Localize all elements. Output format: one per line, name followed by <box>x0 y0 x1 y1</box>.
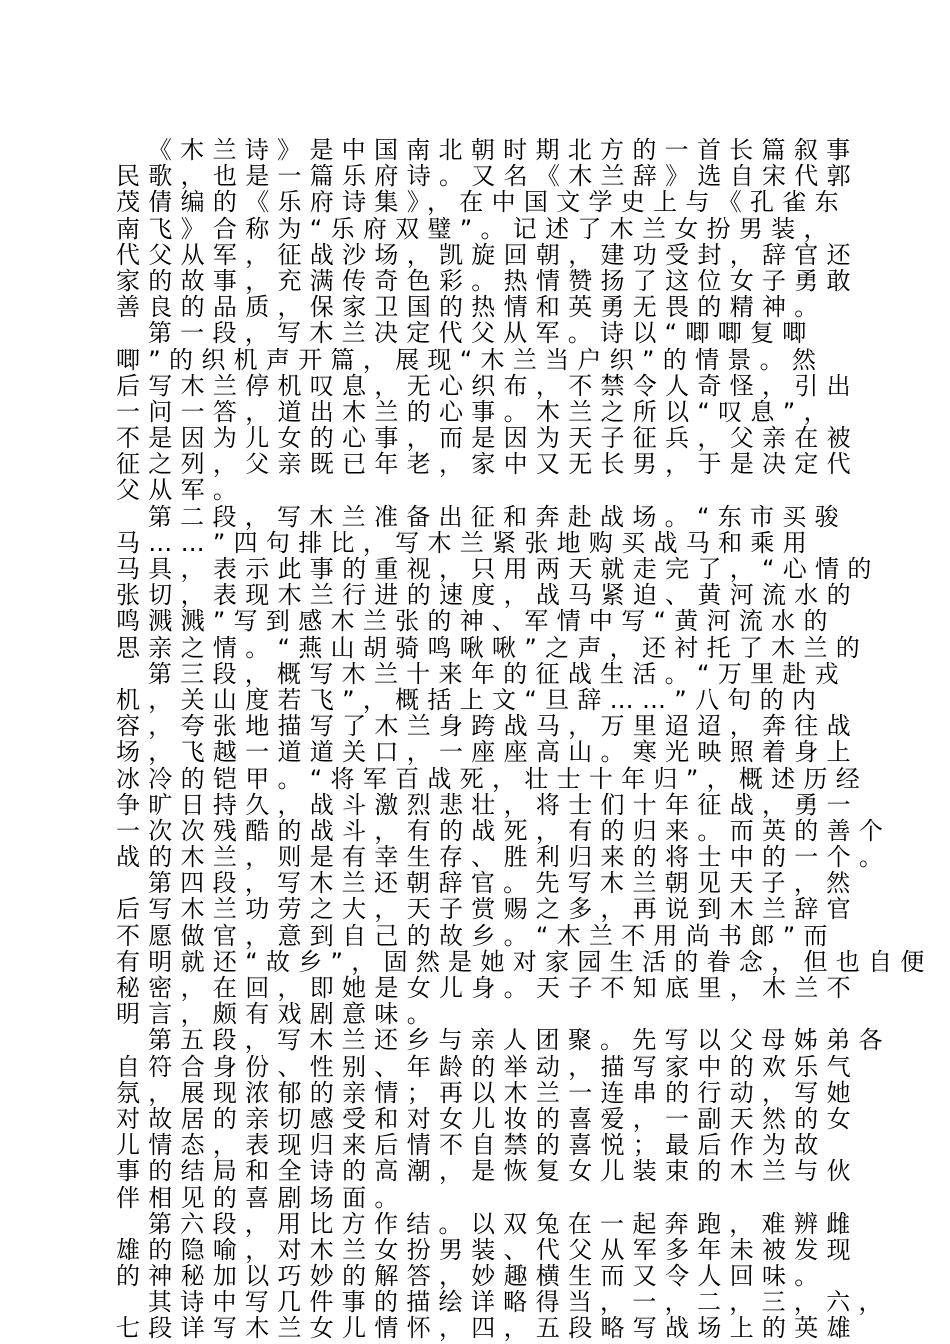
text-line: 七段详写木兰女儿情怀，四，五段略写战场上的英雄 <box>116 1314 859 1343</box>
text-line: 第六段，用比方作结。以双兔在一起奔跑，难辨雌 <box>116 1209 859 1238</box>
text-line: 父从军。 <box>116 476 246 505</box>
text-line: 第五段，写木兰还乡与亲人团聚。先写以父母姊弟各 <box>116 1026 891 1055</box>
text-line: 家的故事，充满传奇色彩。热情赞扬了这位女子勇敢 <box>116 266 859 295</box>
text-line: 第二段，写木兰准备出征和奔赴战场。“东市买骏 <box>116 502 847 531</box>
text-line: 一问一答，道出木兰的心事。木兰之所以“叹息”， <box>116 397 836 426</box>
text-line: 后写木兰停机叹息，无心织布，不禁令人奇怪，引出 <box>116 371 859 400</box>
text-line: 征之列，父亲既已年老，家中又无长男，于是决定代 <box>116 450 859 479</box>
text-line: 有明就还“故乡”，固然是她对家园生活的眷念，但也自便 <box>116 947 933 976</box>
text-line: 雄的隐喻，对木兰女扮男装、代父从军多年未被发现 <box>116 1235 859 1264</box>
text-line: 南飞》合称为“乐府双璧”。记述了木兰女扮男装， <box>116 214 836 243</box>
text-line: 战的木兰，则是有幸生存、胜利归来的将士中的一个。 <box>116 843 892 872</box>
text-line: 对故居的亲切感受和对女儿妆的喜爱，一副天然的女 <box>116 1104 859 1133</box>
text-line: 不愿做官，意到自己的故乡。“木兰不用尚书郎”而 <box>116 921 836 950</box>
text-line: 秘密，在回，即她是女儿身。天子不知底里，木兰不 <box>116 974 859 1002</box>
text-line: 明言，颇有戏剧意味。 <box>116 1000 439 1029</box>
text-line: 场，飞越一道道关口，一座座高山。寒光映照着身上 <box>116 738 859 767</box>
text-line: 后写木兰功劳之大，天子赏赐之多，再说到木兰辞官 <box>116 895 859 924</box>
text-line: 张切，表现木兰行进的速度，战马紧迫、黄河流水的 <box>116 581 859 610</box>
text-line: 其诗中写几件事的描绘详略得当，一，二，三，六， <box>116 1288 891 1317</box>
text-line: 不是因为儿女的心事，而是因为天子征兵，父亲在被 <box>116 424 859 453</box>
text-line: 第四段，写木兰还朝辞官。先写木兰朝见天子，然 <box>116 869 859 898</box>
text-line: 第三段，概写木兰十来年的征战生活。“万里赴戎 <box>116 659 847 688</box>
text-line: 冰冷的铠甲。“将军百战死，壮士十年归”，概述历经 <box>116 764 869 793</box>
text-line: 民歌，也是一篇乐府诗。又名《木兰辞》选自宋代郭 <box>116 162 859 191</box>
text-line: 马具，表示此事的重视，只用两天就走完了，“心情的 <box>116 555 880 583</box>
text-line: 鸣溅溅”写到感木兰张的神、军情中写“黄河流水的 <box>116 607 836 636</box>
text-line: 事的结局和全诗的高潮，是恢复女儿装束的木兰与伙 <box>116 1157 859 1186</box>
text-line: 《木兰诗》是中国南北朝时期北方的一首长篇叙事 <box>116 136 859 164</box>
text-line: 唧”的织机声开篇，展现“木兰当户织”的情景。然 <box>116 345 825 374</box>
text-line: 一次次残酷的战斗，有的战死，有的归来。而英的善个 <box>116 816 892 845</box>
text-line: 的神秘加以巧妙的解答，妙趣横生而又令人回味。 <box>116 1262 827 1291</box>
text-line: 马……”四句排比，写木兰紧张地购买战马和乘用 <box>116 528 816 557</box>
text-line: 代父从军，征战沙场，凯旋回朝，建功受封，辞官还 <box>116 240 859 269</box>
text-line: 第一段，写木兰决定代父从军。诗以“唧唧复唧 <box>116 319 815 348</box>
text-line: 思亲之情。“燕山胡骑鸣啾啾”之声，还衬托了木兰的 <box>116 633 869 662</box>
text-line: 儿情态，表现归来后情不自禁的喜悦；最后作为故 <box>116 1131 827 1160</box>
text-line: 伴相见的喜剧场面。 <box>116 1183 407 1212</box>
text-line: 氛，展现浓郁的亲情；再以木兰一连串的行动，写她 <box>116 1078 859 1107</box>
text-line: 善良的品质，保家卫国的热情和英勇无畏的精神。 <box>116 293 827 322</box>
text-line: 争旷日持久，战斗激烈悲壮，将士们十年征战，勇一 <box>116 790 859 819</box>
text-line: 茂倩编的《乐府诗集》，在中国文学史上与《孔雀东 <box>116 188 847 217</box>
text-line: 自符合身份、性别、年龄的举动，描写家中的欢乐气 <box>116 1052 859 1081</box>
body-text <box>116 136 933 1343</box>
text-line: 机，关山度若飞”，概括上文“旦辞……”八句的内 <box>116 685 825 714</box>
text-line: 容，夸张地描写了木兰身跨战马，万里迢迢，奔往战 <box>116 712 859 741</box>
